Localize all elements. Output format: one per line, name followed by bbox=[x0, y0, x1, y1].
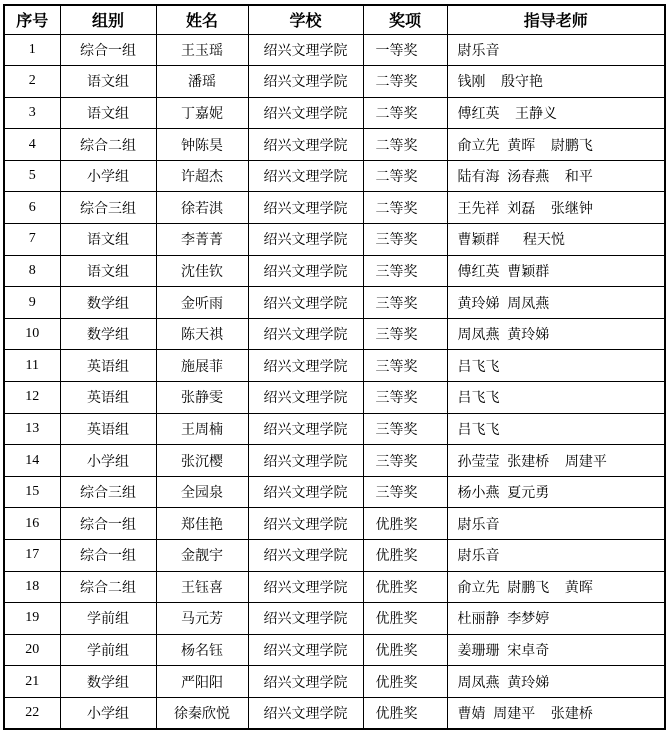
header-award: 奖项 bbox=[363, 5, 447, 34]
cell-teachers: 孙莹莹 张建桥 周建平 bbox=[447, 445, 665, 477]
cell-index: 1 bbox=[4, 34, 60, 66]
cell-name: 马元芳 bbox=[156, 603, 248, 635]
cell-name: 陈天祺 bbox=[156, 318, 248, 350]
award-results-table bbox=[3, 4, 666, 730]
cell-school: 绍兴文理学院 bbox=[248, 350, 363, 382]
header-teachers: 指导老师 bbox=[447, 5, 665, 34]
cell-name: 郑佳艳 bbox=[156, 508, 248, 540]
cell-award: 三等奖 bbox=[363, 318, 447, 350]
table-row bbox=[4, 255, 665, 287]
cell-school: 绍兴文理学院 bbox=[248, 255, 363, 287]
cell-school: 绍兴文理学院 bbox=[248, 697, 363, 729]
cell-group: 综合二组 bbox=[60, 571, 156, 603]
cell-award: 优胜奖 bbox=[363, 508, 447, 540]
table-row bbox=[4, 350, 665, 382]
cell-index: 7 bbox=[4, 224, 60, 256]
cell-teachers: 杨小燕 夏元勇 bbox=[447, 476, 665, 508]
cell-name: 王钰喜 bbox=[156, 571, 248, 603]
cell-school: 绍兴文理学院 bbox=[248, 413, 363, 445]
cell-school: 绍兴文理学院 bbox=[248, 318, 363, 350]
cell-name: 金听雨 bbox=[156, 287, 248, 319]
cell-award: 三等奖 bbox=[363, 287, 447, 319]
cell-index: 19 bbox=[4, 603, 60, 635]
table-row bbox=[4, 287, 665, 319]
cell-index: 2 bbox=[4, 66, 60, 98]
table-row bbox=[4, 666, 665, 698]
cell-name: 潘瑶 bbox=[156, 66, 248, 98]
cell-teachers: 钱刚 殷守艳 bbox=[447, 66, 665, 98]
table-row bbox=[4, 603, 665, 635]
cell-group: 语文组 bbox=[60, 97, 156, 129]
table-row bbox=[4, 318, 665, 350]
cell-school: 绍兴文理学院 bbox=[248, 666, 363, 698]
cell-school: 绍兴文理学院 bbox=[248, 603, 363, 635]
cell-teachers: 王先祥 刘磊 张继钟 bbox=[447, 192, 665, 224]
table-row bbox=[4, 160, 665, 192]
cell-award: 优胜奖 bbox=[363, 697, 447, 729]
cell-group: 综合一组 bbox=[60, 540, 156, 572]
table-header bbox=[4, 5, 665, 34]
table-row bbox=[4, 413, 665, 445]
cell-teachers: 吕飞飞 bbox=[447, 413, 665, 445]
cell-teachers: 俞立先 尉鹏飞 黄晖 bbox=[447, 571, 665, 603]
cell-group: 语文组 bbox=[60, 255, 156, 287]
cell-award: 二等奖 bbox=[363, 97, 447, 129]
cell-name: 丁嘉妮 bbox=[156, 97, 248, 129]
cell-group: 综合三组 bbox=[60, 192, 156, 224]
cell-group: 学前组 bbox=[60, 634, 156, 666]
cell-group: 小学组 bbox=[60, 160, 156, 192]
cell-teachers: 黄玲娣 周凤燕 bbox=[447, 287, 665, 319]
cell-school: 绍兴文理学院 bbox=[248, 445, 363, 477]
cell-school: 绍兴文理学院 bbox=[248, 634, 363, 666]
cell-group: 学前组 bbox=[60, 603, 156, 635]
cell-index: 22 bbox=[4, 697, 60, 729]
cell-school: 绍兴文理学院 bbox=[248, 508, 363, 540]
cell-group: 小学组 bbox=[60, 445, 156, 477]
table-row bbox=[4, 634, 665, 666]
cell-group: 英语组 bbox=[60, 350, 156, 382]
cell-award: 一等奖 bbox=[363, 34, 447, 66]
cell-group: 综合一组 bbox=[60, 508, 156, 540]
cell-index: 3 bbox=[4, 97, 60, 129]
table-body bbox=[4, 34, 665, 729]
cell-award: 三等奖 bbox=[363, 413, 447, 445]
cell-index: 15 bbox=[4, 476, 60, 508]
table-row bbox=[4, 382, 665, 414]
cell-index: 12 bbox=[4, 382, 60, 414]
cell-teachers: 曹颖群 程天悦 bbox=[447, 224, 665, 256]
cell-index: 14 bbox=[4, 445, 60, 477]
table-row bbox=[4, 34, 665, 66]
cell-group: 英语组 bbox=[60, 413, 156, 445]
cell-index: 4 bbox=[4, 129, 60, 161]
cell-teachers: 傅红英 曹颖群 bbox=[447, 255, 665, 287]
cell-award: 三等奖 bbox=[363, 350, 447, 382]
cell-award: 优胜奖 bbox=[363, 540, 447, 572]
table-row bbox=[4, 476, 665, 508]
cell-index: 11 bbox=[4, 350, 60, 382]
cell-school: 绍兴文理学院 bbox=[248, 224, 363, 256]
cell-teachers: 周凤燕 黄玲娣 bbox=[447, 318, 665, 350]
table-row bbox=[4, 66, 665, 98]
cell-name: 徐若淇 bbox=[156, 192, 248, 224]
cell-group: 综合三组 bbox=[60, 476, 156, 508]
cell-group: 综合一组 bbox=[60, 34, 156, 66]
cell-index: 21 bbox=[4, 666, 60, 698]
cell-group: 语文组 bbox=[60, 66, 156, 98]
cell-award: 二等奖 bbox=[363, 129, 447, 161]
cell-index: 13 bbox=[4, 413, 60, 445]
table-row bbox=[4, 97, 665, 129]
cell-name: 金靓宇 bbox=[156, 540, 248, 572]
cell-index: 16 bbox=[4, 508, 60, 540]
cell-teachers: 曹婧 周建平 张建桥 bbox=[447, 697, 665, 729]
cell-group: 综合二组 bbox=[60, 129, 156, 161]
table-row bbox=[4, 129, 665, 161]
cell-teachers: 傅红英 王静义 bbox=[447, 97, 665, 129]
table-row bbox=[4, 540, 665, 572]
cell-teachers: 杜丽静 李梦婷 bbox=[447, 603, 665, 635]
cell-index: 10 bbox=[4, 318, 60, 350]
cell-school: 绍兴文理学院 bbox=[248, 66, 363, 98]
cell-name: 严阳阳 bbox=[156, 666, 248, 698]
cell-teachers: 尉乐音 bbox=[447, 508, 665, 540]
cell-group: 英语组 bbox=[60, 382, 156, 414]
table-row bbox=[4, 445, 665, 477]
cell-school: 绍兴文理学院 bbox=[248, 287, 363, 319]
cell-group: 数学组 bbox=[60, 318, 156, 350]
header-school: 学校 bbox=[248, 5, 363, 34]
cell-school: 绍兴文理学院 bbox=[248, 540, 363, 572]
cell-school: 绍兴文理学院 bbox=[248, 382, 363, 414]
cell-teachers: 姜珊珊 宋卓奇 bbox=[447, 634, 665, 666]
cell-award: 三等奖 bbox=[363, 255, 447, 287]
cell-award: 三等奖 bbox=[363, 224, 447, 256]
header-group: 组别 bbox=[60, 5, 156, 34]
cell-name: 杨名钰 bbox=[156, 634, 248, 666]
header-row bbox=[4, 5, 665, 34]
cell-award: 优胜奖 bbox=[363, 666, 447, 698]
cell-index: 5 bbox=[4, 160, 60, 192]
cell-name: 施展菲 bbox=[156, 350, 248, 382]
cell-index: 17 bbox=[4, 540, 60, 572]
cell-name: 王玉瑶 bbox=[156, 34, 248, 66]
cell-name: 李菁菁 bbox=[156, 224, 248, 256]
cell-award: 三等奖 bbox=[363, 476, 447, 508]
cell-school: 绍兴文理学院 bbox=[248, 571, 363, 603]
cell-name: 钟陈昊 bbox=[156, 129, 248, 161]
table-row bbox=[4, 697, 665, 729]
table-row bbox=[4, 192, 665, 224]
cell-index: 8 bbox=[4, 255, 60, 287]
cell-name: 全园泉 bbox=[156, 476, 248, 508]
cell-group: 小学组 bbox=[60, 697, 156, 729]
header-name: 姓名 bbox=[156, 5, 248, 34]
cell-teachers: 吕飞飞 bbox=[447, 382, 665, 414]
header-index: 序号 bbox=[4, 5, 60, 34]
cell-award: 优胜奖 bbox=[363, 603, 447, 635]
cell-group: 语文组 bbox=[60, 224, 156, 256]
cell-index: 20 bbox=[4, 634, 60, 666]
cell-group: 数学组 bbox=[60, 666, 156, 698]
cell-index: 9 bbox=[4, 287, 60, 319]
cell-teachers: 吕飞飞 bbox=[447, 350, 665, 382]
cell-award: 二等奖 bbox=[363, 160, 447, 192]
cell-name: 张静雯 bbox=[156, 382, 248, 414]
cell-award: 三等奖 bbox=[363, 382, 447, 414]
table-row bbox=[4, 224, 665, 256]
cell-group: 数学组 bbox=[60, 287, 156, 319]
cell-school: 绍兴文理学院 bbox=[248, 97, 363, 129]
cell-award: 优胜奖 bbox=[363, 634, 447, 666]
cell-award: 二等奖 bbox=[363, 192, 447, 224]
cell-index: 6 bbox=[4, 192, 60, 224]
cell-name: 王周楠 bbox=[156, 413, 248, 445]
cell-school: 绍兴文理学院 bbox=[248, 34, 363, 66]
cell-teachers: 尉乐音 bbox=[447, 34, 665, 66]
table-row bbox=[4, 571, 665, 603]
cell-school: 绍兴文理学院 bbox=[248, 129, 363, 161]
table-row bbox=[4, 508, 665, 540]
cell-award: 优胜奖 bbox=[363, 571, 447, 603]
cell-name: 徐秦欣悦 bbox=[156, 697, 248, 729]
cell-award: 三等奖 bbox=[363, 445, 447, 477]
cell-name: 许超杰 bbox=[156, 160, 248, 192]
cell-index: 18 bbox=[4, 571, 60, 603]
cell-teachers: 俞立先 黄晖 尉鹏飞 bbox=[447, 129, 665, 161]
cell-name: 张沉樱 bbox=[156, 445, 248, 477]
cell-school: 绍兴文理学院 bbox=[248, 160, 363, 192]
cell-teachers: 尉乐音 bbox=[447, 540, 665, 572]
cell-teachers: 周凤燕 黄玲娣 bbox=[447, 666, 665, 698]
cell-name: 沈佳钦 bbox=[156, 255, 248, 287]
cell-teachers: 陆有海 汤春燕 和平 bbox=[447, 160, 665, 192]
cell-school: 绍兴文理学院 bbox=[248, 476, 363, 508]
cell-school: 绍兴文理学院 bbox=[248, 192, 363, 224]
cell-award: 二等奖 bbox=[363, 66, 447, 98]
